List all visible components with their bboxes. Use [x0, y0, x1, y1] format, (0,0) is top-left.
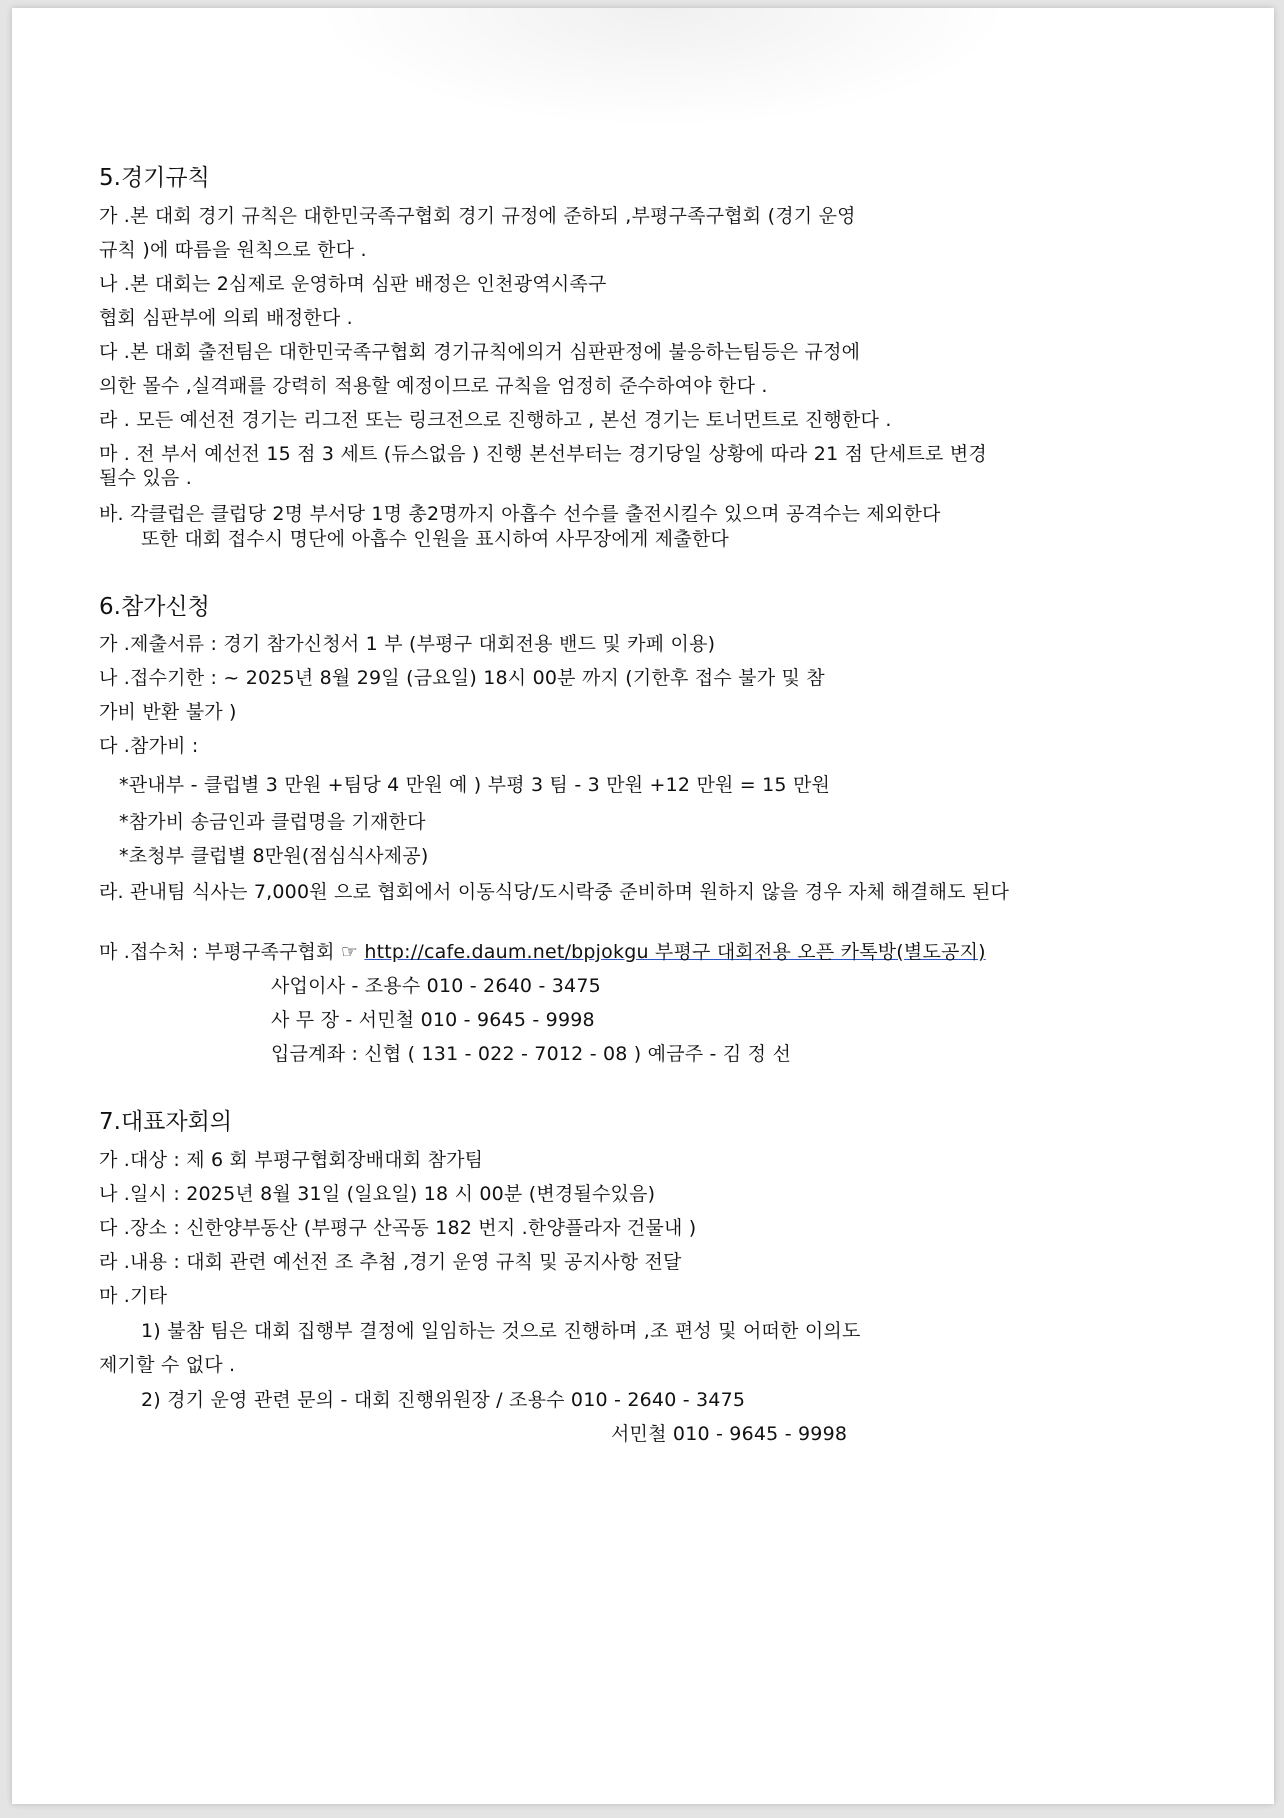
sec5-line-1: 가 .본 대회 경기 규칙은 대한민국족구협회 경기 규정에 준하되 ,부평구족구협회 (경기 운영: [99, 205, 856, 227]
section-6-title: 6.참가신청: [99, 594, 210, 620]
sec7-line-8: 2) 경기 운영 관련 문의 - 대회 진행위원장 / 조용수 010 - 2640 - 3475: [141, 1389, 746, 1411]
sec7-line-5: 마 .기타: [99, 1285, 168, 1307]
contact-secretary: 사 무 장 - 서민철 010 - 9645 - 9998: [271, 1009, 595, 1031]
sec6-note-sender: *참가비 송금인과 클럽명을 기재한다: [119, 811, 426, 833]
sec7-line-6: 1) 불참 팀은 대회 집행부 결정에 일임하는 것으로 진행하며 ,조 편성 및 어떠한 이의도: [141, 1320, 861, 1342]
sec7-line-9: 서민철 010 - 9645 - 9998: [611, 1423, 848, 1445]
sec5-line-2: 규칙 )에 따름을 원칙으로 한다 .: [99, 239, 367, 261]
sec6-contact-line: [99, 940, 986, 964]
document-page: [12, 8, 1274, 1804]
contact-prefix: 마 .접수처 : 부평구족구협회 ☞: [99, 941, 365, 963]
sec6-line-4: 다 .참가비 :: [99, 735, 199, 757]
sec5-line-3: 나 .본 대회는 2심제로 운영하며 심판 배정은 인천광역시족구: [99, 273, 607, 295]
sec5-line-8: 마 . 전 부서 예선전 15 점 3 세트 (듀스없음 ) 진행 본선부터는 경기당일 상황에 따라 21 점 단세트로 변경: [99, 443, 987, 465]
sec6-note-invited: *초청부 클럽별 8만원(점심식사제공): [119, 845, 429, 867]
sec7-line-1: 가 .대상 : 제 6 회 부평구협회장배대회 참가팀: [99, 1149, 484, 1171]
sec5-line-7: 라 . 모든 예선전 경기는 리그전 또는 링크전으로 진행하고 , 본선 경기는 토너먼트로 진행한다 .: [99, 409, 892, 431]
sec5-line-6: 의한 몰수 ,실격패를 강력히 적용할 예정이므로 규칙을 엄정히 준수하여야 한다 .: [99, 375, 768, 397]
sec7-line-4: 라 .내용 : 대회 관련 예선전 조 추첨 ,경기 운영 규칙 및 공지사항 전달: [99, 1251, 682, 1273]
sec5-line-5: 다 .본 대회 출전팀은 대한민국족구협회 경기규칙에의거 심판판정에 불응하는팀등은 규정에: [99, 341, 861, 363]
section-5-title: 5.경기규칙: [99, 165, 210, 191]
sec7-line-2: 나 .일시 : 2025년 8월 31일 (일요일) 18 시 00분 (변경될수있음): [99, 1183, 656, 1205]
sec5-line-11: 또한 대회 접수시 명단에 아흡수 인원을 표시하여 사무장에게 제출한다: [141, 528, 729, 550]
contact-business-director: 사업이사 - 조용수 010 - 2640 - 3475: [271, 975, 601, 997]
sec7-line-7: 제기할 수 없다 .: [99, 1354, 236, 1376]
sec6-line-2: 나 .접수기한 : ~ 2025년 8월 29일 (금요일) 18시 00분 까지 (기한후 접수 불가 및 참: [99, 667, 825, 689]
sec6-fee-line: *관내부 - 클럽별 3 만원 +팀당 4 만원 예 ) 부평 3 팀 - 3 만원 +12 만원 = 15 만원: [119, 774, 831, 796]
section-7-title: 7.대표자회의: [99, 1109, 233, 1135]
sec5-line-4: 협회 심판부에 의뢰 배정한다 .: [99, 307, 353, 329]
cafe-link[interactable]: http://cafe.daum.net/bpjokgu 부평구 대회전용 오픈 카톡방(별도공지): [364, 941, 986, 963]
sec7-line-3: 다 .장소 : 신한양부동산 (부평구 산곡동 182 번지 .한양플라자 건물내 ): [99, 1217, 697, 1239]
deposit-account: 입금계좌 : 신협 ( 131 - 022 - 7012 - 08 ) 예금주 - 김 정 선: [271, 1043, 791, 1065]
sec6-line-1: 가 .제출서류 : 경기 참가신청서 1 부 (부평구 대회전용 밴드 및 카페 이용): [99, 633, 716, 655]
sec6-meal-line: 라. 관내팀 식사는 7,000원 으로 협회에서 이동식당/도시락중 준비하며 원하지 않을 경우 자체 해결해도 된다: [99, 881, 1010, 903]
sec6-line-3: 가비 반환 불가 ): [99, 701, 237, 723]
sec5-line-9: 될수 있음 .: [99, 467, 192, 489]
sec5-line-10: 바. 각클럽은 클럽당 2명 부서당 1명 총2명까지 아흡수 선수를 출전시킬수 있으며 공격수는 제외한다: [99, 503, 941, 525]
